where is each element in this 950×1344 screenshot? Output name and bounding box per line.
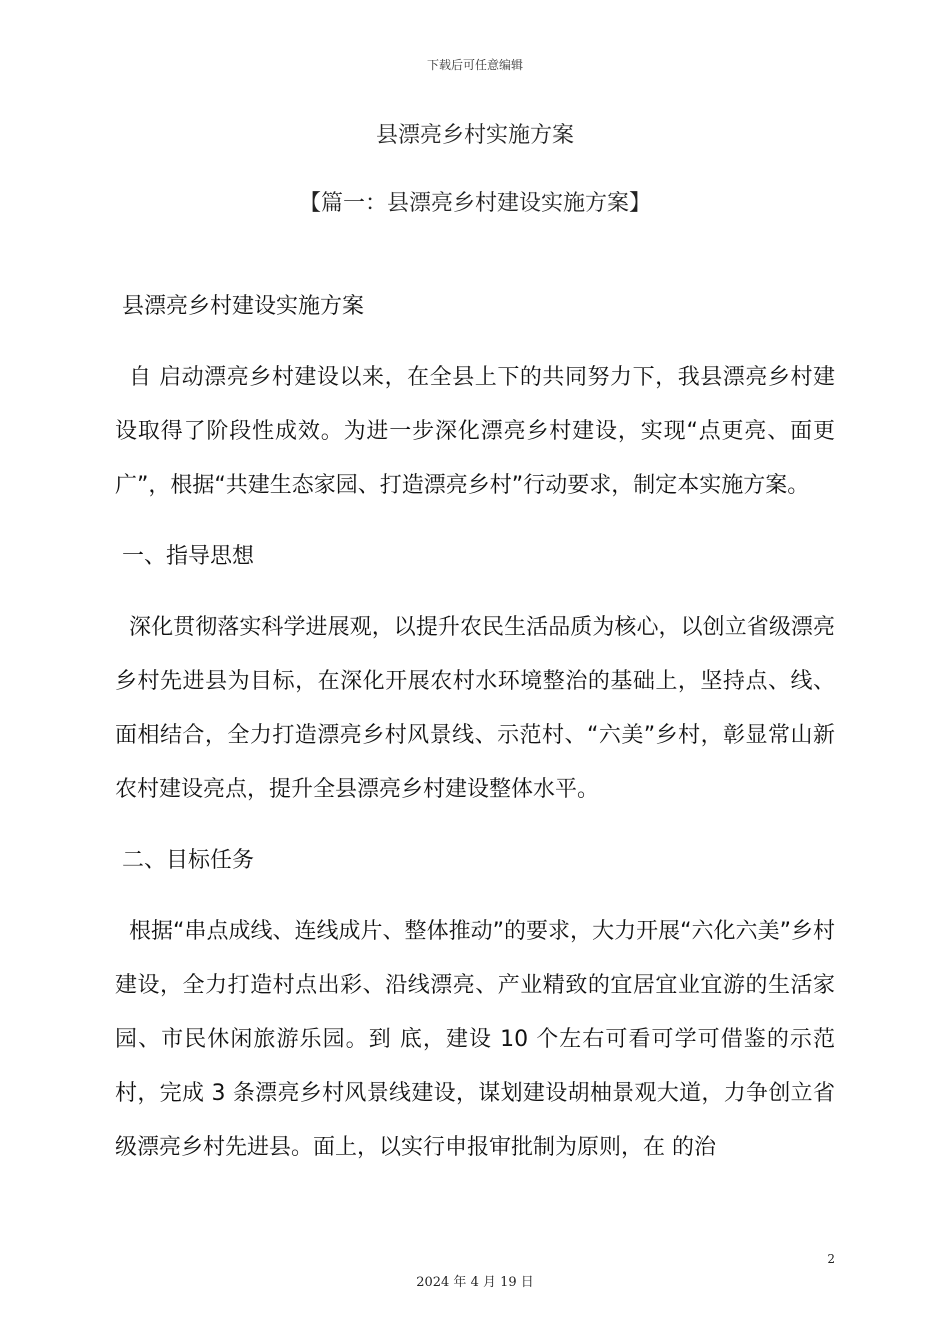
document-body: [115, 280, 835, 1192]
section-heading-goals: 二、目标任务: [122, 848, 255, 873]
header-note: 下载后可任意编辑: [426, 58, 523, 72]
page-number: 2: [827, 1252, 835, 1266]
footer-date: 2024 年 4 月 19 日: [416, 1275, 534, 1290]
section-heading-guiding-thought: 一、指导思想: [122, 544, 255, 569]
document-subtitle: 【篇一：县漂亮乡村建设实施方案】: [298, 191, 651, 216]
main-heading: 县漂亮乡村建设实施方案: [122, 294, 365, 319]
section-paragraph-goals: 根据“串点成线、连线成片、整体推动”的要求，大力开展“六化六美”乡村建设，全力打造村点出彩、沿线漂亮、产业精致的宜居宜业宜游的生活家园、市民休闲旅游乐园。到 底，建设 10 个左右可看可学可借鉴的示范村，完成 3 条漂亮乡村风景线建设，谋划建设胡柚景观大道，力争创立省级漂亮乡村先进县。面上，以实行申报审批制为原则，在 的治: [115, 919, 835, 1160]
section-paragraph-guiding-thought: 深化贯彻落实科学进展观，以提升农民生活品质为核心，以创立省级漂亮乡村先进县为目标，在深化开展农村水环境整治的基础上，坚持点、线、面相结合，全力打造漂亮乡村风景线、示范村、“六美”乡村，彰显常山新农村建设亮点，提升全县漂亮乡村建设整体水平。: [115, 615, 835, 802]
intro-paragraph: 自 启动漂亮乡村建设以来，在全县上下的共同努力下，我县漂亮乡村建设取得了阶段性成效。为进一步深化漂亮乡村建设，实现“点更亮、面更广”，根据“共建生态家园、打造漂亮乡村”行动要求，制定本实施方案。: [115, 365, 835, 498]
document-title: 县漂亮乡村实施方案: [375, 123, 574, 148]
